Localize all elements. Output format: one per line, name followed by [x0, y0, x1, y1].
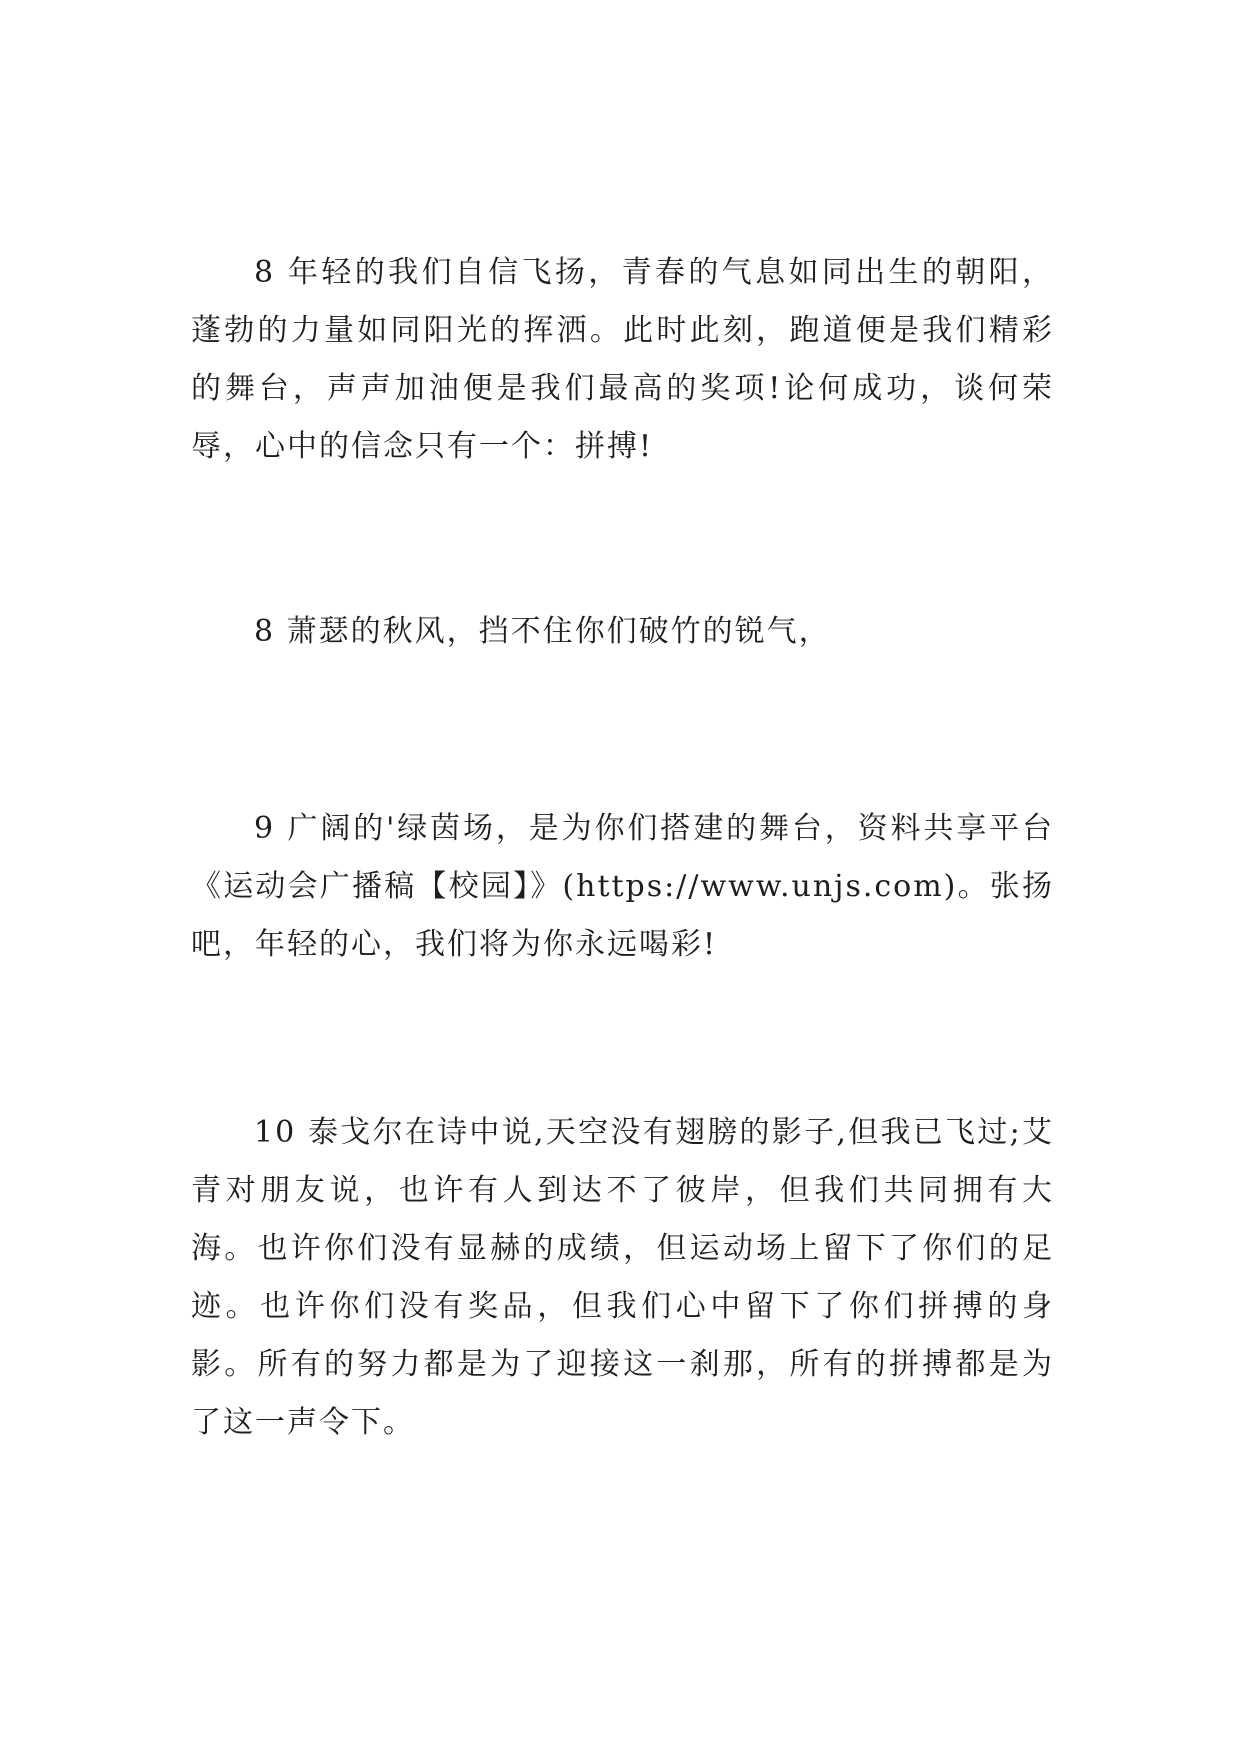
paragraph-8-youth: 8 年轻的我们自信飞扬，青春的气息如同出生的朝阳，蓬勃的力量如同阳光的挥洒。此时此刻，跑道便是我们精彩的舞台，声声加油便是我们最高的奖项!论何成功，谈何荣辱，心中的信念只有一个：拼搏!	[191, 255, 1054, 464]
paragraph-8-autumn-wind: 8 萧瑟的秋风，挡不住你们破竹的锐气，	[254, 614, 831, 649]
paragraph-10-tagore: 10 泰戈尔在诗中说,天空没有翅膀的影子,但我已飞过;艾青对朋友说，也许有人到达不了彼岸，但我们共同拥有大海。也许你们没有显赫的成绩，但运动场上留下了你们的足迹。也许你们没有奖品，但我们心中留下了你们拼搏的身影。所有的努力都是为了迎接这一刹那，所有的拼搏都是为了这一声令下。	[191, 1115, 1054, 1440]
paragraph-9-green-field: 9 广阔的'绿茵场，是为你们搭建的舞台，资料共享平台《运动会广播稿【校园】》(https://www.unjs.com)。张扬吧，年轻的心，我们将为你永远喝彩!	[191, 811, 1054, 962]
